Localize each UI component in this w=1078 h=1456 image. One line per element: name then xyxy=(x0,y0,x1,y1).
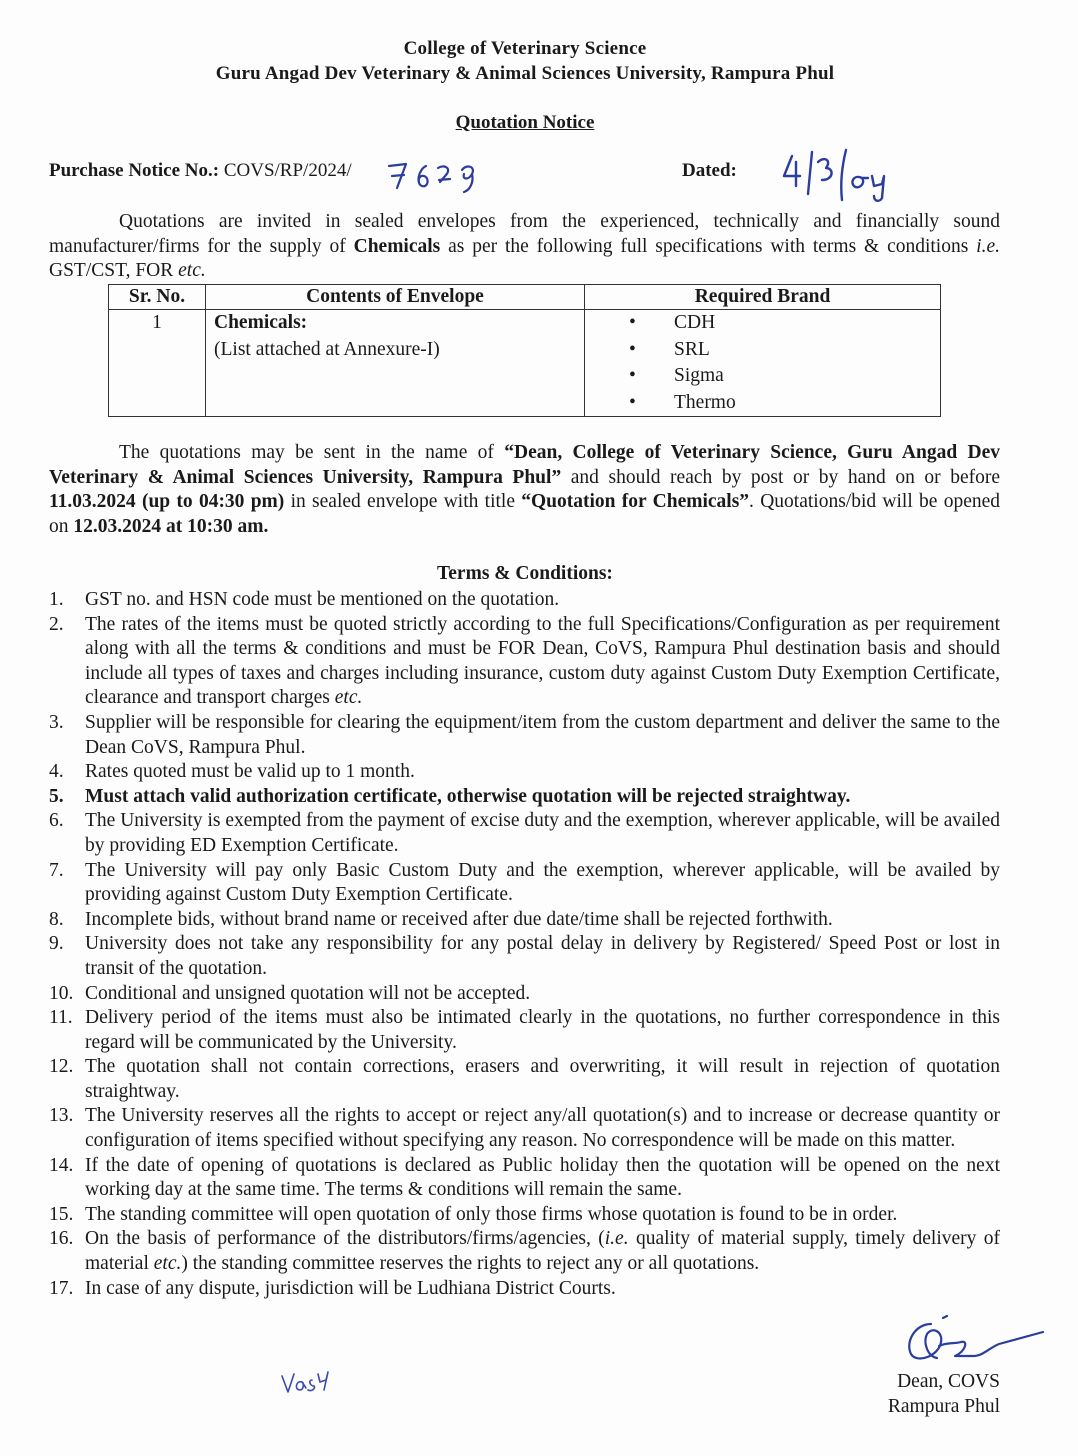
item-number: 6. xyxy=(49,810,64,832)
submission-paragraph xyxy=(49,441,1000,540)
cell-brands xyxy=(585,310,941,417)
intro-text-1: Quotations are invited in sealed envelopes from the experienced, technically and financially sound manufacturer/firms for the supply of xyxy=(49,211,1000,257)
signatory-title: Dean, COVS xyxy=(897,1371,1000,1392)
item-text: ) the standing committee reserves the rights to reject any or all quotations. xyxy=(181,1253,760,1275)
item-number: 2. xyxy=(49,613,64,635)
terms-list xyxy=(49,588,1000,1301)
intro-text-2: as per the following full specifications with terms & conditions xyxy=(440,235,977,257)
list-item: • Thermo xyxy=(629,390,932,417)
item-number: 16. xyxy=(49,1228,74,1250)
signatory-location: Rampura Phul xyxy=(887,1395,1000,1417)
cell-sr-no: 1 xyxy=(109,310,206,417)
list-item xyxy=(49,760,1000,785)
intro-paragraph xyxy=(49,210,1000,284)
item-text: University does not take any responsibility for any postal delay in delivery by Registered/ Speed Post or lost in transit of the quotation. xyxy=(85,933,1000,979)
list-item xyxy=(49,859,1000,908)
dean-signature xyxy=(903,1312,1048,1370)
list-item: • CDH xyxy=(629,310,932,337)
submission-text-2: and should reach by post or by hand on or before xyxy=(561,466,1000,488)
item-number: 15. xyxy=(49,1203,74,1225)
intro-item-chemicals: Chemicals xyxy=(353,235,441,257)
item-text-italic: etc. xyxy=(153,1253,182,1275)
list-item xyxy=(49,809,1000,858)
submission-opening-date: 12.03.2024 at 10:30 am. xyxy=(73,516,269,538)
item-text: If the date of opening of quotations is declared as Public holiday then the quotation will be opened on the next working day at the same time. The terms & conditions will remain the same. xyxy=(85,1154,1000,1201)
list-item xyxy=(49,1227,1000,1276)
submission-deadline: 11.03.2024 (up to 04:30 pm) xyxy=(49,491,285,513)
requirements-table xyxy=(108,284,941,417)
submission-text-1: The quotations may be sent in the name of xyxy=(119,442,505,463)
purchase-notice-line xyxy=(49,160,352,182)
list-item xyxy=(49,932,1000,981)
item-text: quality of material supply, timely delivery of material xyxy=(85,1228,1001,1275)
list-item xyxy=(49,908,1000,933)
list-item xyxy=(49,1203,1000,1228)
list-item xyxy=(49,1154,1000,1203)
table-row xyxy=(109,310,941,417)
content-note: (List attached at Annexure-I) xyxy=(214,338,440,360)
item-number: 17. xyxy=(49,1277,74,1299)
item-text: Rates quoted must be valid up to 1 month. xyxy=(85,761,415,783)
submission-text-4: . Quotations/bid will be opened on xyxy=(49,491,1001,538)
col-required-brand: Required Brand xyxy=(585,285,941,310)
handwritten-initials xyxy=(280,1362,332,1398)
submission-text-3: in sealed envelope with title xyxy=(284,491,522,513)
item-text: Supplier will be responsible for clearing the equipment/item from the custom department and deliver the same to the Dean CoVS, Rampura Phul. xyxy=(85,711,1000,758)
item-number: 5. xyxy=(49,785,64,807)
intro-ie: i.e. xyxy=(976,235,1000,257)
item-number: 11. xyxy=(49,1007,73,1029)
table-header-row xyxy=(109,285,941,310)
item-text: Must attach valid authorization certificate, otherwise quotation will be rejected straightway. xyxy=(85,785,851,807)
intro-etc: etc. xyxy=(178,260,206,282)
item-number: 8. xyxy=(49,908,64,930)
cell-contents xyxy=(206,310,585,417)
item-number: 12. xyxy=(49,1056,74,1078)
list-item xyxy=(49,1104,1000,1153)
list-item xyxy=(49,1277,1000,1302)
list-item xyxy=(49,982,1000,1007)
list-item xyxy=(49,1055,1000,1104)
list-item: • SRL xyxy=(629,337,932,364)
item-text: Incomplete bids, without brand name or received after due date/time shall be rejected forthwith. xyxy=(85,908,833,930)
item-number: 14. xyxy=(49,1154,74,1176)
list-item xyxy=(49,785,1000,810)
college-name: College of Veterinary Science xyxy=(403,38,647,59)
item-number: 10. xyxy=(49,982,74,1004)
notice-title: Quotation Notice xyxy=(455,112,595,133)
item-number: 9. xyxy=(49,933,64,955)
item-text: GST no. and HSN code must be mentioned on the quotation. xyxy=(85,589,560,610)
item-text: In case of any dispute, jurisdiction will be Ludhiana District Courts. xyxy=(85,1277,616,1299)
handwritten-date xyxy=(778,148,908,204)
list-item xyxy=(49,711,1000,760)
list-item: • Sigma xyxy=(629,363,932,390)
item-text: On the basis of performance of the distributors/firms/agencies, ( xyxy=(85,1228,605,1250)
handwritten-notice-number xyxy=(386,160,486,196)
submission-addressee: “Dean, College of Veterinary Science, Guru Angad Dev Veterinary & Animal Sciences University, Rampura Phul” xyxy=(49,442,1000,488)
dated-label: Dated: xyxy=(682,160,737,181)
purchase-notice-number: COVS/RP/2024/ xyxy=(223,160,352,181)
brand-list xyxy=(593,310,932,416)
col-sr-no: Sr. No. xyxy=(109,285,206,310)
item-text: The quotation shall not contain corrections, erasers and overwriting, it will result in rejection of quotation straightway. xyxy=(85,1056,1000,1102)
item-text: The standing committee will open quotation of only those firms whose quotation is found to be in order. xyxy=(85,1203,898,1225)
item-number: 1. xyxy=(49,589,64,610)
item-text: Conditional and unsigned quotation will not be accepted. xyxy=(85,982,531,1004)
list-item xyxy=(49,588,1000,613)
signatory-block xyxy=(888,1370,1000,1419)
item-number: 4. xyxy=(49,761,64,783)
item-text: The University is exempted from the payment of excise duty and the exemption, wherever applicable, will be availed by providing ED Exemption Certificate. xyxy=(85,810,1000,856)
col-contents: Contents of Envelope xyxy=(206,285,585,310)
item-text: The rates of the items must be quoted strictly according to the full Specifications/Configuration as per requirement along with all the terms & conditions and must be FOR Dean, CoVS, Rampura Phul destination basis and should include all types of taxes and charges including insurance, custom duty against Custom Duty Exemption Certificate, clearance and transport charges xyxy=(85,613,1000,709)
item-number: 13. xyxy=(49,1105,74,1127)
item-number: 7. xyxy=(49,859,64,881)
list-item xyxy=(49,613,1000,711)
intro-text-3: GST/CST, FOR xyxy=(49,260,179,282)
item-text: Delivery period of the items must also be intimated clearly in the quotations, no further correspondence in this regard will be communicated by the University. xyxy=(85,1007,1000,1053)
item-text: The University reserves all the rights to accept or reject any/all quotation(s) and to increase or decrease quantity or configuration of items specified without specifying any reason. No correspondence will be made on this matter. xyxy=(85,1105,1000,1152)
terms-title: Terms & Conditions: xyxy=(437,563,613,584)
item-text-italic: etc. xyxy=(334,687,363,709)
content-title: Chemicals: xyxy=(214,312,308,333)
list-item xyxy=(49,1006,1000,1055)
submission-envelope-title: “Quotation for Chemicals” xyxy=(521,491,750,513)
item-text-italic: i.e. xyxy=(604,1228,629,1250)
item-number: 3. xyxy=(49,711,64,733)
item-text: The University will pay only Basic Custom Duty and the exemption, wherever applicable, will be availed by providing against Custom Duty Exemption Certificate. xyxy=(85,859,1000,906)
purchase-notice-label: Purchase Notice No.: xyxy=(49,160,220,181)
university-name: Guru Angad Dev Veterinary & Animal Sciences University, Rampura Phul xyxy=(215,63,835,84)
